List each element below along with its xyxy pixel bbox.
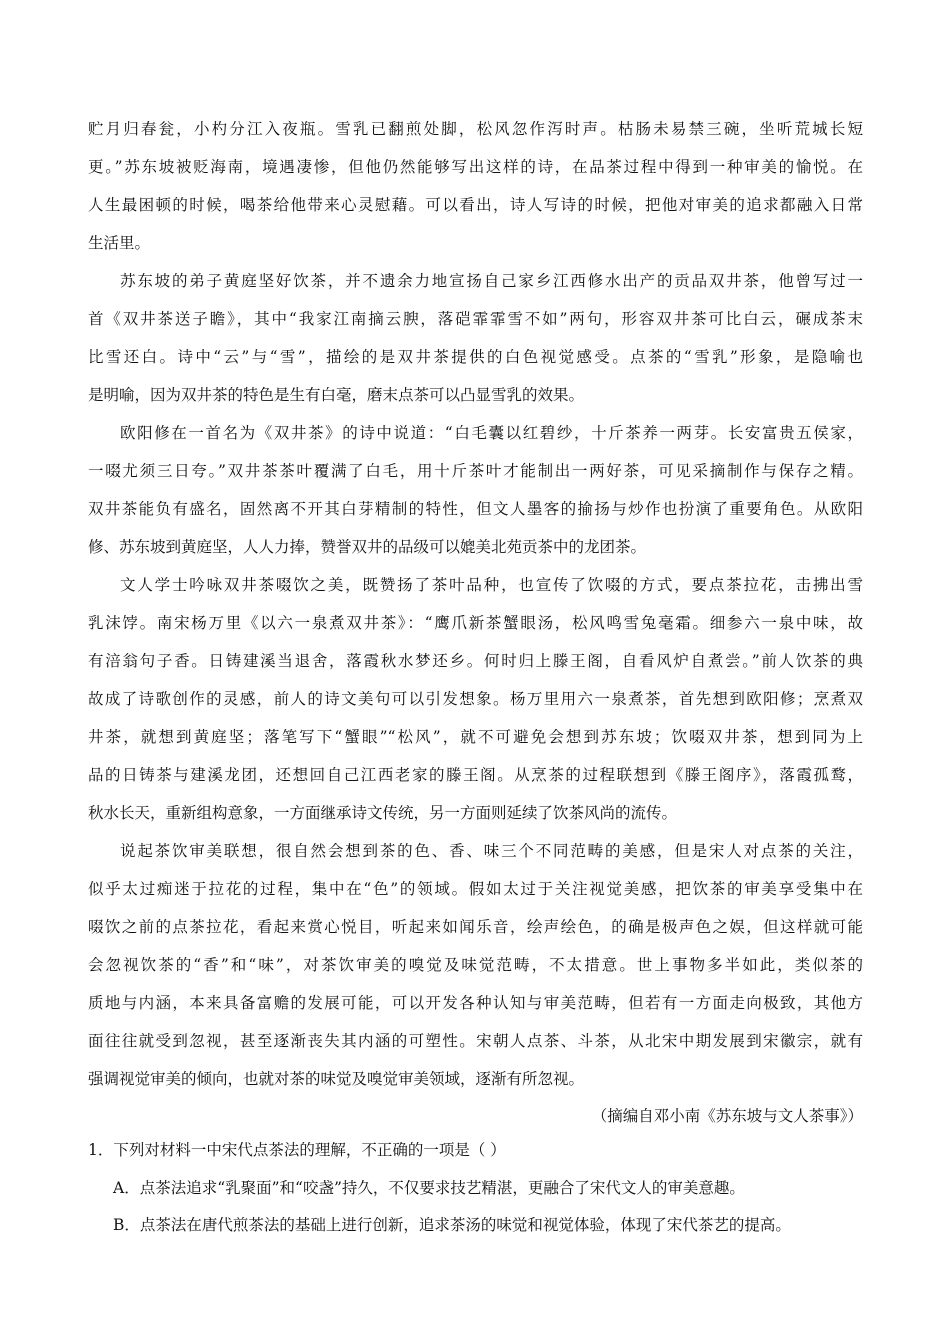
- paragraph-line: 更。”苏东坡被贬海南，境遇凄惨，但他仍然能够写出这样的诗，在品茶过程中得到一种审美的愉悦。在: [88, 158, 863, 176]
- paragraph-line: 品的日铸茶与建溪龙团，还想回自己江西老家的滕王阁。从烹茶的过程联想到《滕王阁序》，落霞孤鹜，: [88, 766, 863, 784]
- paragraph-line: 是明喻，因为双井茶的特色是生有白毫，磨末点茶可以凸显雪乳的效果。: [88, 386, 585, 404]
- paragraph-line: 生活里。: [88, 234, 151, 252]
- paragraph-line: 面往往就受到忽视，甚至逐渐丧失其内涵的可塑性。宋朝人点茶、斗茶，从北宋中期发展到宋徽宗，就有: [88, 1032, 863, 1050]
- paragraph-line: 说起茶饮审美联想，很自然会想到茶的色、香、味三个不同范畴的美感，但是宋人对点茶的关注，: [120, 842, 863, 860]
- paragraph-line: 人生最困顿的时候，喝茶给他带来心灵慰藉。可以看出，诗人写诗的时候，把他对审美的追求都融入日常: [88, 196, 863, 214]
- paragraph-line: 井茶，就想到黄庭坚；落笔写下“蟹眼”“松风”，就不可避免会想到苏东坡；饮啜双井茶，想到同为上: [88, 728, 863, 746]
- paragraph-line: 贮月归春瓮，小杓分江入夜瓶。雪乳已翻煎处脚，松风忽作泻时声。枯肠未易禁三碗，坐听荒城长短: [88, 120, 863, 138]
- paragraph-line: 首《双井茶送子瞻》，其中“我家江南摘云腴，落硙霏霏雪不如”两句，形容双井茶可比白云，碾成茶末: [88, 310, 863, 328]
- paragraph-line: 质地与内涵，本来具备富赡的发展可能，可以开发各种认知与审美范畴，但若有一方面走向极致，其他方: [88, 994, 863, 1012]
- paragraph-line: 似乎太过痴迷于拉花的过程，集中在“色”的领域。假如太过于关注视觉美感，把饮茶的审美享受集中在: [88, 880, 863, 898]
- paragraph-line: 会忽视饮茶的“香”和“味”，对茶饮审美的嗅觉及味觉范畴，不太措意。世上事物多半如此，类似茶的: [88, 956, 863, 974]
- paragraph-line: 比雪还白。诗中“云”与“雪”，描绘的是双井茶提供的白色视觉感受。点茶的“雪乳”形象，是隐喻也: [88, 348, 863, 366]
- source-citation: （摘编自邓小南《苏东坡与文人茶事》）: [591, 1107, 863, 1125]
- paragraph-line: 一啜尤须三日夸。”双井茶茶叶覆满了白毛，用十斤茶叶才能制出一两好茶，可见采摘制作与保存之精。: [88, 462, 863, 480]
- paragraph-line: 欧阳修在一首名为《双井茶》的诗中说道：“白毛囊以红碧纱，十斤茶养一两芽。长安富贵五侯家，: [120, 424, 863, 442]
- paragraph-line: 修、苏东坡到黄庭坚，人人力捧，赞誉双井的品级可以媲美北苑贡茶中的龙团茶。: [88, 538, 647, 556]
- paragraph-line: 强调视觉审美的倾向，也就对茶的味觉及嗅觉审美领域，逐渐有所忽视。: [88, 1070, 585, 1088]
- paragraph-line: 双井茶能负有盛名，固然离不开其白芽精制的特性，但文人墨客的揄扬与炒作也扮演了重要角色。从欧阳: [88, 500, 863, 518]
- paragraph-line: 故成了诗歌创作的灵感，前人的诗文美句可以引发想象。杨万里用六一泉煮茶，首先想到欧阳修；烹煮双: [88, 690, 863, 708]
- paragraph-line: 苏东坡的弟子黄庭坚好饮茶，并不遗余力地宣扬自己家乡江西修水出产的贡品双井茶，他曾写过一: [120, 272, 863, 290]
- paragraph-line: 文人学士吟咏双井茶啜饮之美，既赞扬了茶叶品种，也宣传了饮啜的方式，要点茶拉花，击拂出雪: [120, 576, 863, 594]
- paragraph-line: 有涪翁句子香。日铸建溪当退舍，落霞秋水梦还乡。何时归上滕王阁，自看风炉自煮尝。”前人饮茶的典: [88, 652, 863, 670]
- paragraph-line: 秋水长天，重新组构意象，一方面继承诗文传统，另一方面则延续了饮茶风尚的流传。: [88, 804, 678, 822]
- question-stem: 1．下列对材料一中宋代点茶法的理解，不正确的一项是（ ）: [88, 1141, 506, 1159]
- paragraph-line: 啜饮之前的点茶拉花，看起来赏心悦目，听起来如闻乐音，绘声绘色，的确是极声色之娱，但这样就可能: [88, 918, 863, 936]
- option-a: A．点茶法追求“乳聚面”和“咬盏”持久，不仅要求技艺精湛，更融合了宋代文人的审美意趣。: [113, 1179, 745, 1197]
- paragraph-line: 乳沫饽。南宋杨万里《以六一泉煮双井茶》：“鹰爪新茶蟹眼汤，松风鸣雪兔毫霜。细参六一泉中味，故: [88, 614, 863, 632]
- option-b: B．点茶法在唐代煎茶法的基础上进行创新，追求茶汤的味觉和视觉体验，体现了宋代茶艺的提高。: [113, 1216, 791, 1234]
